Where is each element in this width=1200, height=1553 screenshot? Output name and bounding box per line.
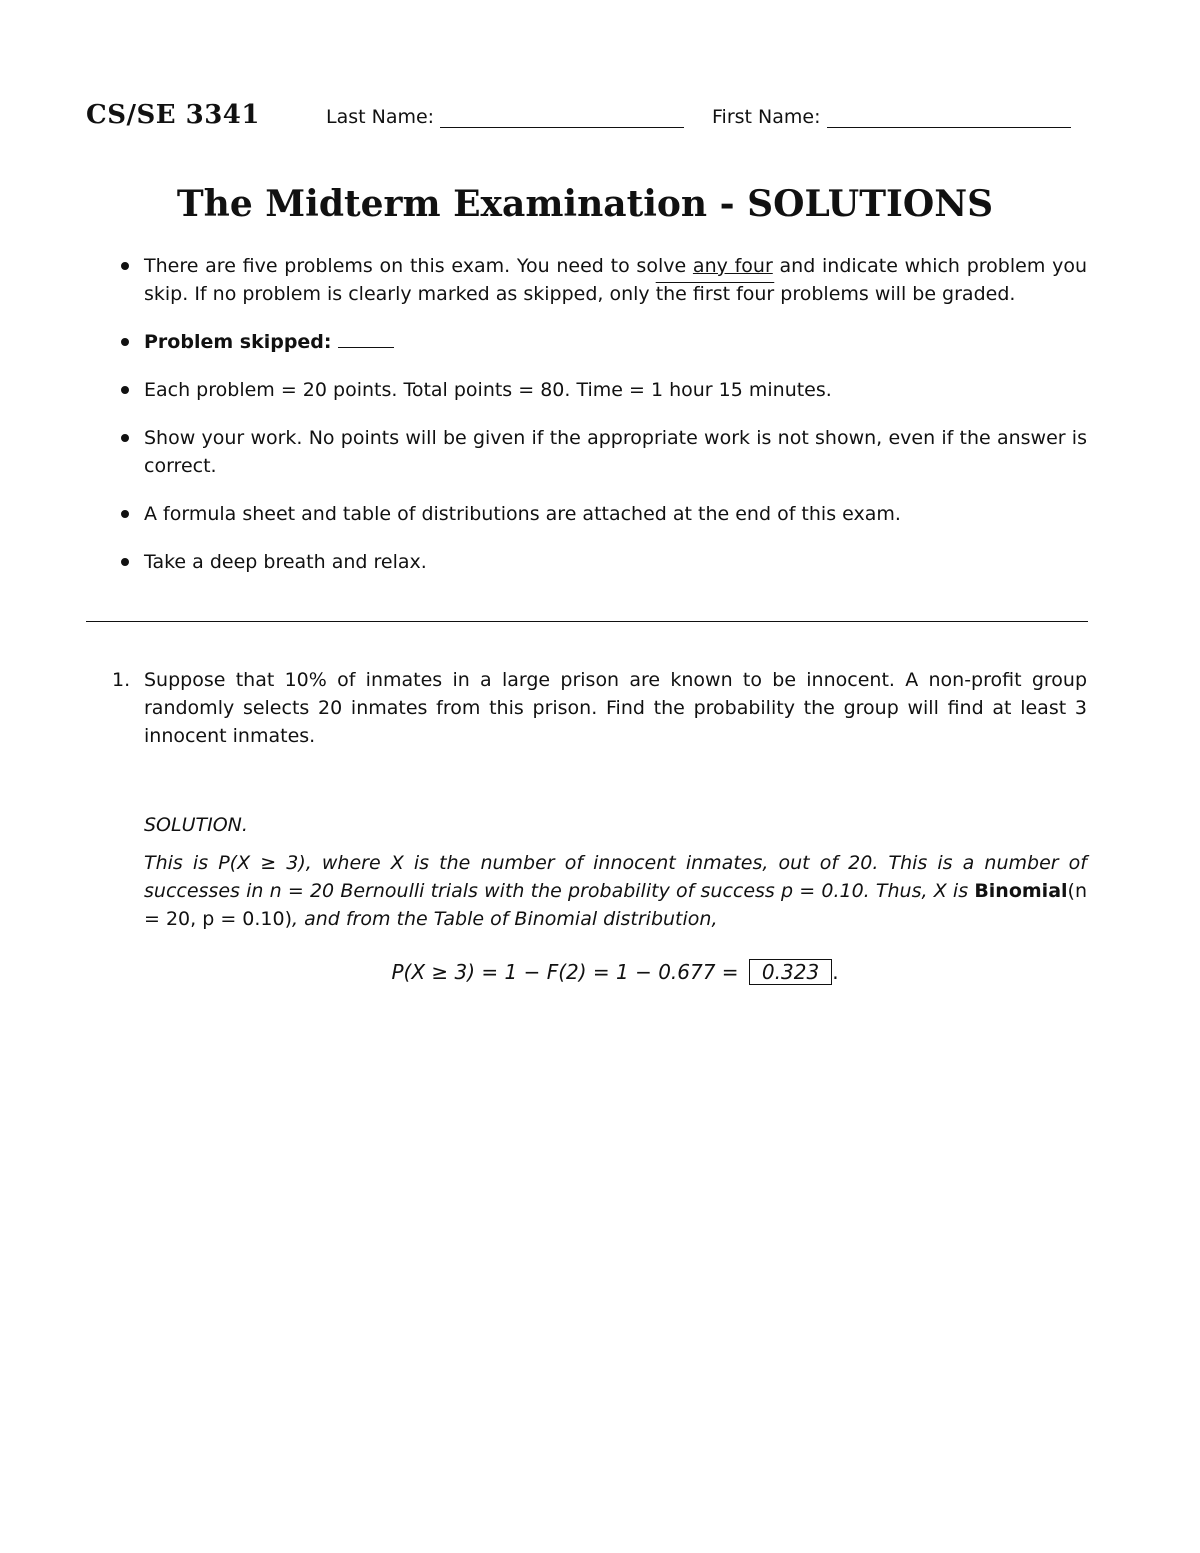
last-name-field — [326, 106, 684, 128]
instructions-list — [112, 252, 1087, 596]
first-name-blank — [827, 107, 1071, 128]
first-name-label: First Name: — [712, 106, 821, 128]
problem-skipped-label: Problem skipped: — [144, 331, 332, 353]
exam-title: The Midterm Examination - SOLUTIONS — [176, 183, 994, 225]
instruction-item — [112, 328, 1087, 356]
last-name-label: Last Name: — [326, 106, 435, 128]
solution-label: SOLUTION. — [144, 814, 248, 836]
bullet-icon — [121, 510, 129, 518]
binomial-word: Binomial — [974, 880, 1068, 902]
instruction-item: A formula sheet and table of distributions are attached at the end of this exam. — [112, 500, 1087, 528]
instruction-item: Take a deep breath and relax. — [112, 548, 1087, 576]
problem-1 — [112, 666, 1087, 750]
answer-box: 0.323 — [749, 959, 832, 985]
bullet-icon — [121, 338, 129, 346]
first-four-emphasis: the first four — [655, 283, 775, 305]
last-name-blank — [440, 107, 684, 128]
equation-text: P(X ≥ 3) = 1 − F(2) = 1 − 0.677 = — [391, 960, 739, 984]
problem-number: 1. — [112, 669, 131, 691]
bullet-icon — [121, 386, 129, 394]
course-code: CS/SE 3341 — [86, 100, 260, 130]
problem-skipped-blank — [338, 329, 394, 348]
problem-text: Suppose that 10% of inmates in a large prison are known to be innocent. A non-profit group randomly selects 20 inmates from this prison. Find the probability the group will find at least 3 innocent inmates. — [144, 669, 1087, 747]
bullet-icon — [121, 262, 129, 270]
bullet-icon — [121, 434, 129, 442]
solution-1 — [144, 811, 1087, 933]
instruction-item: There are five problems on this exam. You need to solve any four and indicate which problem you skip. If no problem is clearly marked as skipped, only the first four problems will be graded. — [112, 252, 1087, 308]
section-divider — [86, 621, 1088, 622]
solution-body: This is P(X ≥ 3), where X is the number of innocent inmates, out of 20. This is a number of successes in n = 20 Bernoulli trials with the probability of success p = 0.10. Thus, X is Binomial(n = 20, p = 0.10), and from the Table of Binomial distribution, — [144, 852, 1087, 930]
header — [86, 100, 1088, 134]
instruction-item: Show your work. No points will be given if the appropriate work is not shown, even if the answer is correct. — [112, 424, 1087, 480]
any-four-emphasis: any four — [692, 255, 773, 277]
instruction-item: Each problem = 20 points. Total points = 80. Time = 1 hour 15 minutes. — [112, 376, 1087, 404]
bullet-icon — [121, 558, 129, 566]
first-name-field — [712, 106, 1071, 128]
solution-equation: P(X ≥ 3) = 1 − F(2) = 1 − 0.677 = 0.323 . — [391, 960, 839, 984]
